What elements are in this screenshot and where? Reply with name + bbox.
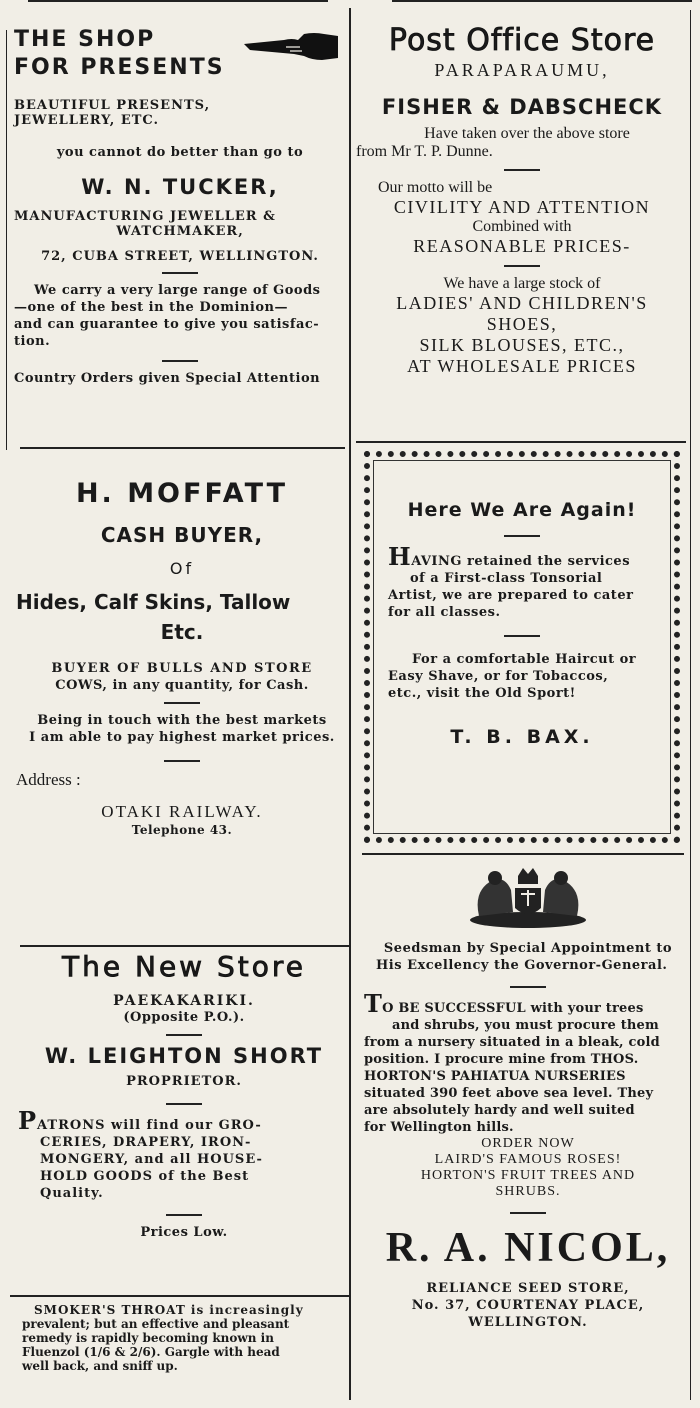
stock-line3: SILK BLOUSES, ETC., — [419, 335, 625, 355]
divider-right-2 — [362, 853, 684, 855]
stock-line1: LADIES' AND CHILDREN'S — [396, 293, 648, 313]
post-office-place: PARAPARAUMU, — [434, 60, 610, 80]
post-office-ad — [356, 22, 688, 422]
para2-line1: For a comfortable Haircut or — [412, 652, 637, 667]
top-rule-right — [392, 0, 692, 2]
appointment-line1: Seedsman by Special Appointment to — [383, 941, 673, 956]
dropcap-t: T — [364, 989, 383, 1018]
dropcap-h: H — [388, 542, 412, 571]
subheading-line2: JEWELLERY, ETC. — [14, 113, 160, 128]
nicol-address: No. 37, COURTENAY PLACE, — [411, 1298, 645, 1313]
divider-left-1 — [20, 447, 345, 449]
new-store-opposite: (Opposite P.O.). — [123, 1010, 245, 1025]
subheading-line1: BEAUTIFUL PRESENTS, — [14, 98, 211, 113]
tucker-body — [14, 282, 346, 350]
order-now: ORDER NOW — [481, 1136, 575, 1151]
appointment-line2: His Excellency the Governor-General. — [376, 958, 668, 973]
moffatt-ad — [16, 478, 348, 908]
reasonable: REASONABLE PRICES- — [413, 236, 631, 256]
para1-line2: of a First-class Tonsorial — [410, 571, 603, 586]
para1-line4: for all classes. — [388, 605, 501, 620]
horton-line2: SHRUBS. — [495, 1184, 561, 1199]
nicol-line7: are absolutely hardy and well suited — [364, 1103, 635, 1118]
nicol-line6: situated 390 feet above sea level. They — [364, 1086, 654, 1101]
nicol-line2: and shrubs, you must procure them — [392, 1018, 659, 1033]
roses: LAIRD'S FAMOUS ROSES! — [434, 1152, 622, 1167]
new-store-line3: MONGERY, and all HOUSE- — [40, 1152, 263, 1167]
nicol-ad — [364, 860, 692, 1400]
horton-line1: HORTON'S FRUIT TREES AND — [420, 1168, 636, 1183]
body-line4: tion. — [14, 334, 51, 349]
moffatt-telephone: Telephone 43. — [131, 823, 233, 837]
stock-line2: SHOES, — [486, 314, 558, 334]
taken-line2: from Mr T. P. Dunne. — [356, 143, 493, 160]
combined: Combined with — [472, 218, 572, 235]
body-line1: We carry a very large range of Goods — [34, 283, 321, 298]
post-office-owners: FISHER & DABSCHECK — [381, 95, 663, 119]
smoker-line3: remedy is rapidly becoming known in — [22, 1331, 274, 1345]
nicol-name: R. A. NICOL, — [385, 1225, 671, 1271]
markets-line2: I am able to pay highest market prices. — [29, 730, 335, 745]
smoker-line2: prevalent; but an effective and pleasant — [22, 1317, 290, 1331]
para2-line2: Easy Shave, or for Tobaccos, — [388, 669, 609, 684]
tucker-address: 72, CUBA STREET, WELLINGTON. — [41, 249, 319, 264]
moffatt-of: Of — [169, 559, 195, 578]
body-line2: —one of the best in the Dominion— — [14, 300, 288, 315]
new-store-line1: ATRONS will find our GRO- — [37, 1118, 262, 1133]
nicol-line5: HORTON'S PAHIATUA NURSERIES — [364, 1069, 626, 1084]
trade-line1: MANUFACTURING JEWELLER & — [14, 209, 276, 224]
new-store-title: PROPRIETOR. — [126, 1074, 242, 1089]
top-rule — [28, 0, 328, 2]
divider-right-1 — [356, 441, 686, 443]
tucker-name: W. N. TUCKER, — [81, 175, 279, 199]
bax-name: T. B. BAX. — [450, 726, 594, 748]
new-store-line5: Quality. — [40, 1186, 104, 1201]
intro: you cannot do better than go to — [56, 145, 304, 160]
dropcap-p: P — [18, 1106, 38, 1135]
bax-ad — [364, 451, 680, 843]
para1-line1: AVING retained the services — [411, 554, 631, 569]
post-office-heading: Post Office Store — [388, 23, 656, 58]
moffatt-role: CASH BUYER, — [100, 523, 264, 547]
stock-line4: AT WHOLESALE PRICES — [407, 356, 637, 376]
smoker-ad — [22, 1303, 350, 1393]
new-store-ad — [18, 950, 350, 1285]
nicol-body — [364, 989, 692, 1136]
motto: CIVILITY AND ATTENTION — [393, 197, 651, 217]
taken-line1: Have taken over the above store — [424, 125, 630, 142]
moffatt-name: H. MOFFATT — [75, 478, 289, 509]
heading-line2: FOR PRESENTS — [14, 55, 225, 80]
smoker-line5: well back, and sniff up. — [22, 1359, 178, 1373]
shop-presents-ad — [14, 26, 346, 436]
royal-coat-of-arms-icon — [463, 860, 593, 932]
smoker-line1: SMOKER'S THROAT is increasingly — [34, 1303, 304, 1317]
body-line3: and can guarantee to give you satisfac- — [14, 317, 320, 332]
prices-low: Prices Low. — [140, 1225, 228, 1240]
buyer-line1: BUYER OF BULLS AND STORE — [51, 661, 313, 676]
nicol-line4: position. I procure mine from THOS. — [364, 1052, 639, 1067]
nicol-line3: from a nursery situated in a bleak, cold — [364, 1035, 660, 1050]
pointing-hand-icon — [242, 30, 342, 62]
heading-line1: THE SHOP — [14, 27, 156, 52]
new-store-body — [18, 1106, 350, 1202]
buyer-line2: COWS, in any quantity, for Cash. — [55, 678, 309, 693]
new-store-heading: The New Store — [62, 950, 306, 983]
new-store-owner: W. LEIGHTON SHORT — [44, 1044, 324, 1068]
nicol-city: WELLINGTON. — [468, 1315, 588, 1330]
trade-line2: WATCHMAKER, — [116, 224, 244, 239]
new-store-line2: CERIES, DRAPERY, IRON- — [40, 1135, 252, 1150]
nicol-line1: O BE SUCCESSFUL with your trees — [382, 1001, 644, 1016]
left-edge-rule — [6, 30, 7, 450]
new-store-place: PAEKAKARIKI. — [113, 993, 255, 1009]
smoker-line4: Fluenzol (1/6 & 2/6). Gargle with head — [22, 1345, 280, 1359]
new-store-line4: HOLD GOODS of the Best — [40, 1169, 250, 1184]
goods-line2: Etc. — [160, 620, 204, 644]
markets-line1: Being in touch with the best markets — [37, 713, 327, 728]
para1-line3: Artist, we are prepared to cater — [388, 588, 634, 603]
address-label: Address : — [16, 770, 81, 789]
goods-line1: Hides, Calf Skins, Tallow — [16, 590, 291, 614]
nicol-line8: for Wellington hills. — [364, 1120, 514, 1135]
moffatt-address: OTAKI RAILWAY. — [101, 802, 263, 821]
stock-intro: We have a large stock of — [443, 275, 601, 292]
para2-line3: etc., visit the Old Sport! — [388, 686, 576, 701]
tucker-footer: Country Orders given Special Attention — [14, 371, 321, 386]
divider-left-3 — [10, 1295, 350, 1297]
divider-left-2 — [20, 945, 350, 947]
nicol-store: RELIANCE SEED STORE, — [426, 1281, 630, 1296]
bax-heading: Here We Are Again! — [407, 499, 637, 521]
motto-intro: Our motto will be — [378, 179, 493, 196]
